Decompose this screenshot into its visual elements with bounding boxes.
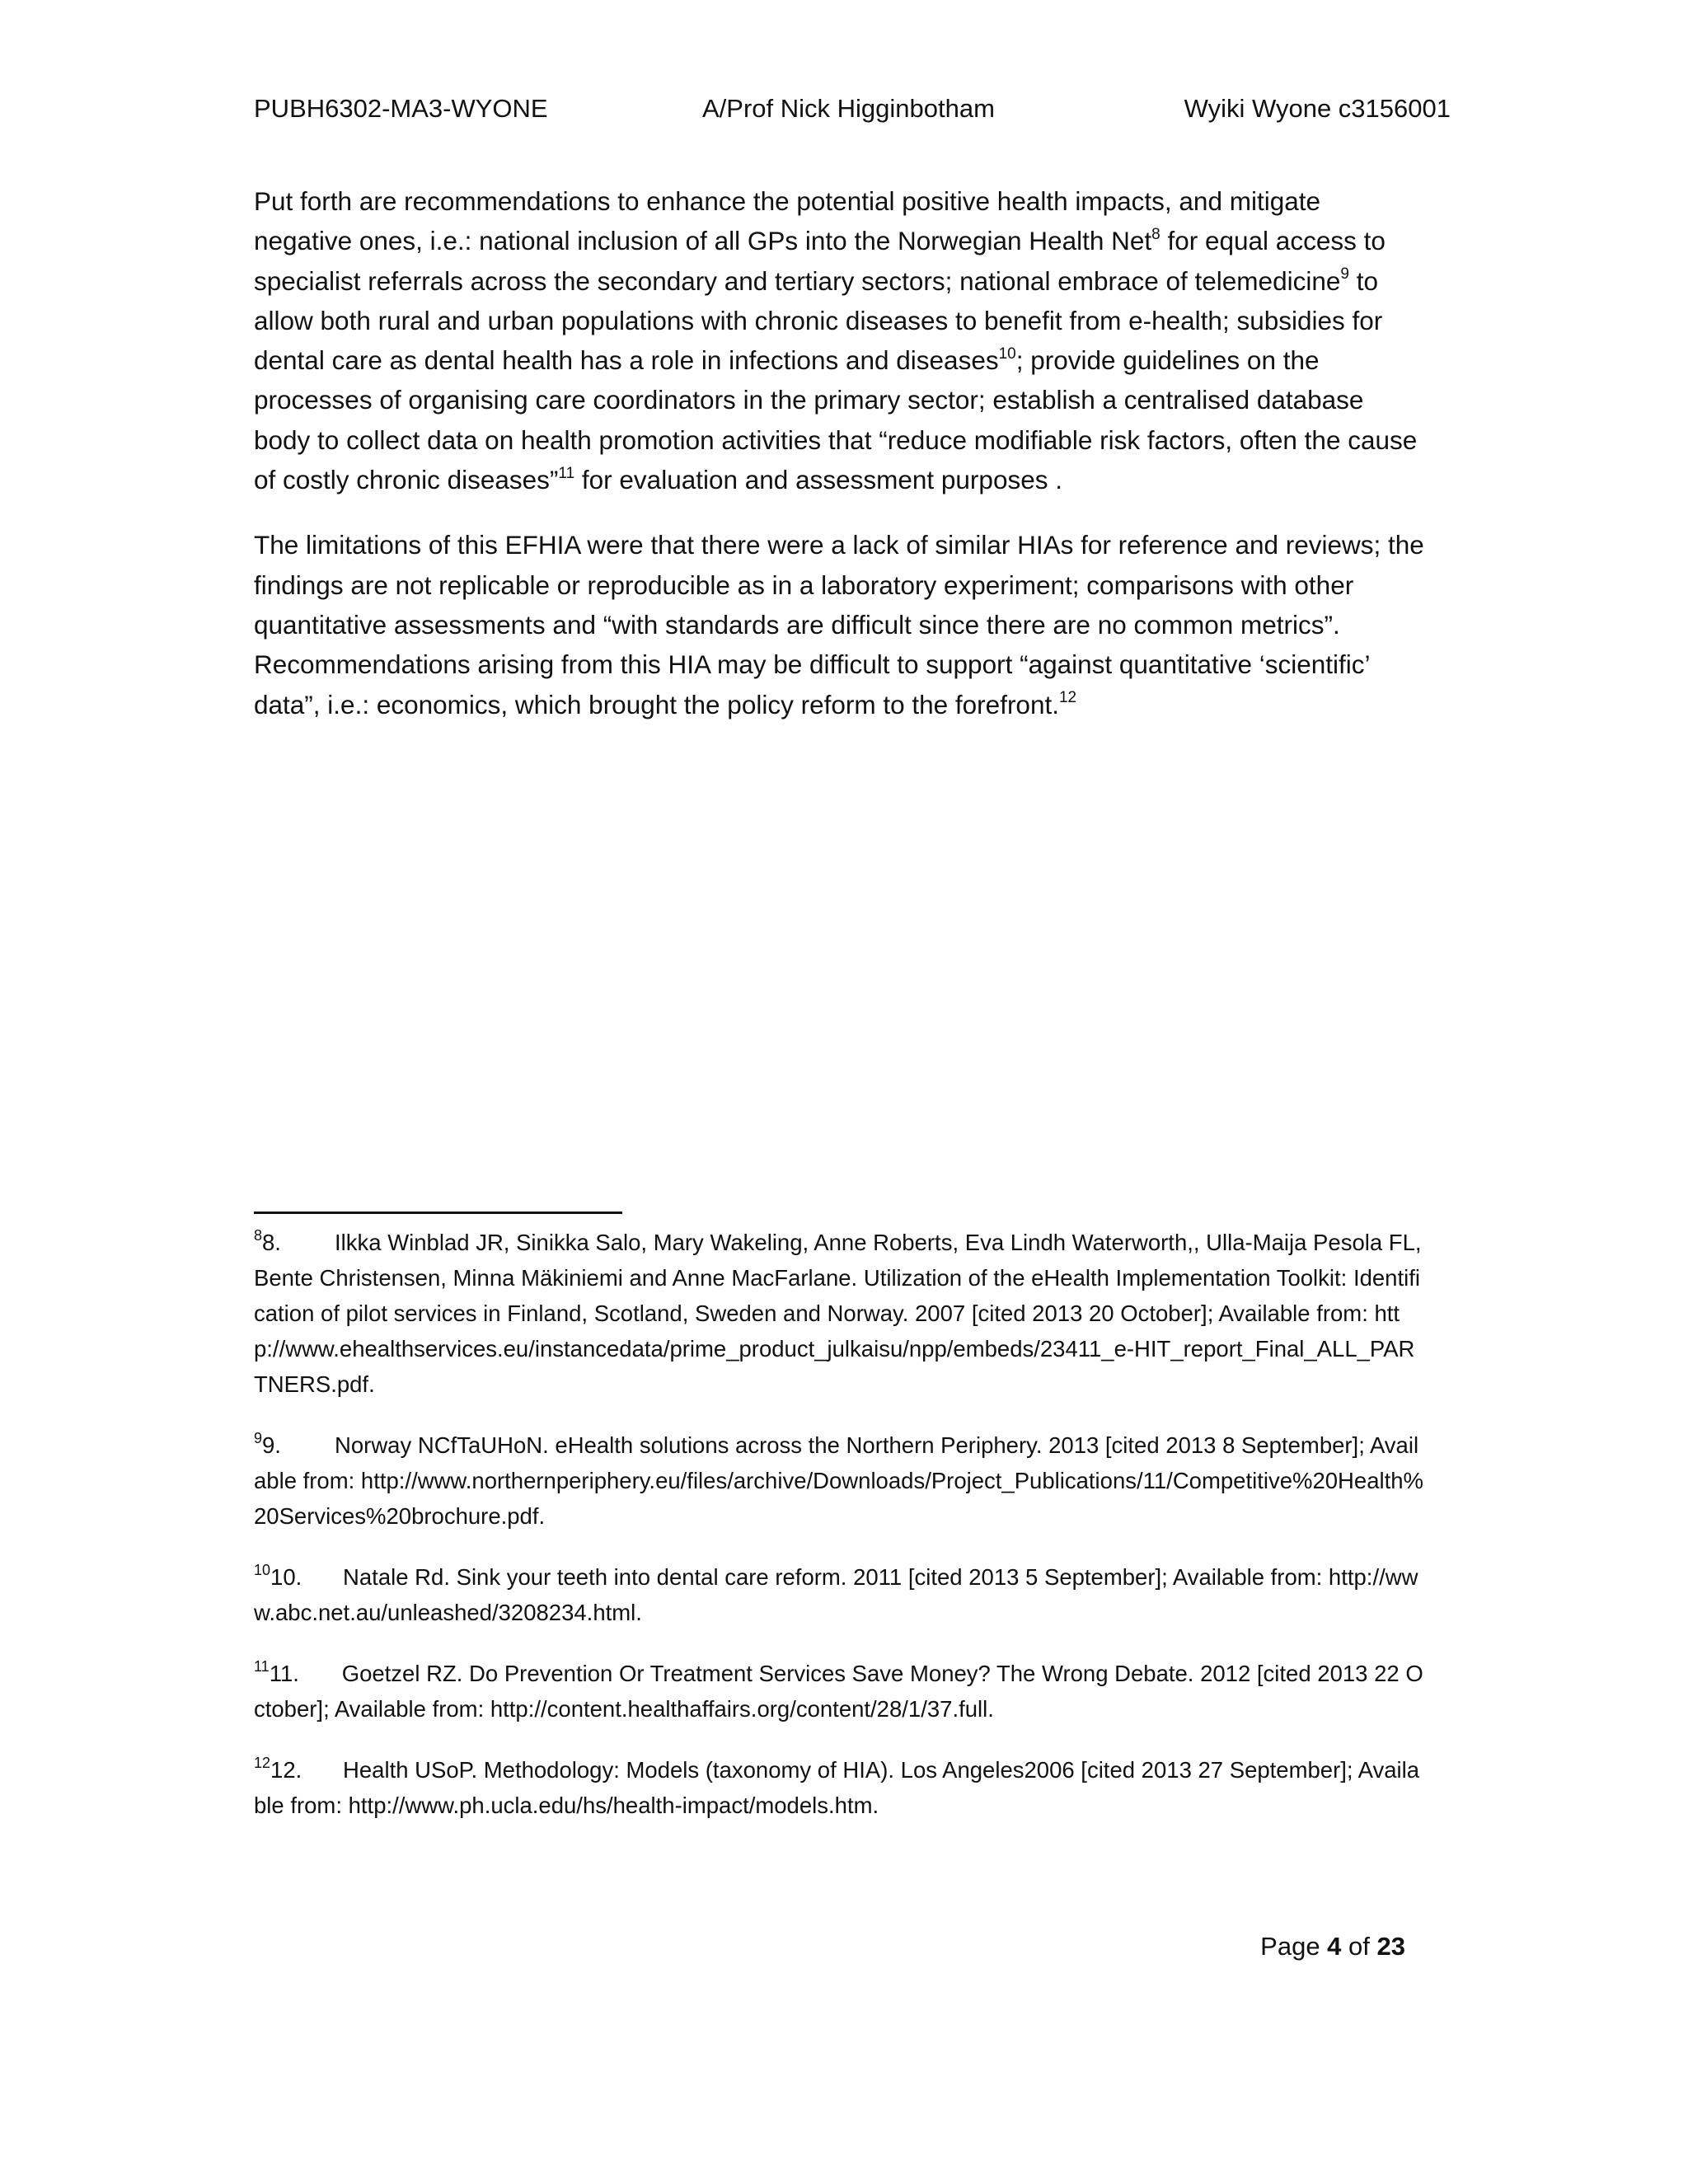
footnote-label: 11. <box>269 1661 299 1686</box>
footnote-reference[interactable]: 9 <box>1340 265 1349 284</box>
footnote-mark: 9 <box>254 1429 263 1446</box>
footnote-label: 10. <box>270 1564 302 1590</box>
footnote <box>254 1752 1424 1823</box>
footnote-label: 9. <box>262 1432 281 1458</box>
page-header <box>254 89 1451 129</box>
page-total: 23 <box>1376 1932 1405 1961</box>
paragraph-text: to allow both rural and urban populations with chronic diseases to benefit from e-health; subsidies for dental care as dental health has a role in infections and diseases <box>254 265 1383 376</box>
paragraph-limitations <box>254 525 1424 724</box>
paragraph-text: for equal access to specialist referrals across the secondary and tertiary sectors; national embrace of telemedicine <box>254 226 1386 296</box>
footnote-mark: 10 <box>254 1561 271 1578</box>
footnote-reference[interactable]: 11 <box>558 464 575 482</box>
footnote-text: Health USoP. Methodology: Models (taxonomy of HIA). Los Angeles2006 [cited 2013 27 September]; Available from: http://www.ph.ucla.edu/hs/health-impact/models.htm. <box>254 1757 1420 1818</box>
paragraph-text: for evaluation and assessment purposes . <box>574 465 1062 495</box>
footnote <box>254 1427 1424 1534</box>
paragraph-recommendations <box>254 181 1424 499</box>
footnote-label: 12. <box>270 1757 302 1783</box>
paragraph-text: Put forth are recommendations to enhance the potential positive health impacts, and mitigate negative ones, i.e.: national inclusion of all GPs into the Norwegian Health Net <box>254 186 1321 256</box>
page-number <box>1260 1927 1405 1966</box>
footnote-separator <box>254 1212 622 1214</box>
footnote-text: Natale Rd. Sink your teeth into dental care reform. 2011 [cited 2013 5 September]; Available from: http://www.abc.net.au/unleashed/3208234.html. <box>254 1564 1418 1625</box>
header-lecturer: A/Prof Nick Higginbotham <box>702 94 995 123</box>
paragraph-text: ; provide guidelines on the processes of organising care coordinators in the primary sector; establish a centralised database body to collect data on health promotion activities that “reduce modifiable risk factors, often the cause of costly chronic diseases” <box>254 345 1418 495</box>
footnotes <box>254 1225 1424 1849</box>
header-course-code: PUBH6302-MA3-WYONE <box>254 94 548 123</box>
footnote-mark: 11 <box>254 1657 270 1675</box>
footnote-text: Ilkka Winblad JR, Sinikka Salo, Mary Wakeling, Anne Roberts, Eva Lindh Waterworth,, Ulla-Maija Pesola FL, Bente Christensen, Minna Mäkiniemi and Anne MacFarlane. Utilization of the eHealth Implementation Toolkit: Identification of pilot services in Finland, Scotland, Sweden and Norway. 2007 [cited 2013 20 October]; Available from: http://www.ehealthservices.eu/instancedata/prime_product_julkaisu/npp/embeds/23411_e-HIT_report_Final_ALL_PARTNERS.pdf. <box>254 1230 1422 1397</box>
header-student: Wyiki Wyone c3156001 <box>1184 94 1451 123</box>
footnote-label: 8. <box>262 1230 281 1255</box>
footnote <box>254 1559 1424 1630</box>
page-word: Page <box>1260 1932 1328 1961</box>
page-current: 4 <box>1327 1932 1342 1961</box>
footnote <box>254 1225 1424 1402</box>
footnote <box>254 1656 1424 1727</box>
paragraph-text: The limitations of this EFHIA were that there were a lack of similar HIAs for reference and reviews; the findings are not replicable or reproducible as in a laboratory experiment; comparisons with other quantitative assessments and “with standards are difficult since there are no common metrics”. Recommendations arising from this HIA may be difficult to support “against quantitative ‘scientific’ data”, i.e.: economics, which brought the policy reform to the forefront. <box>254 530 1424 719</box>
footnote-mark: 12 <box>254 1754 271 1771</box>
footnote-reference[interactable]: 10 <box>998 344 1016 363</box>
body-text <box>254 181 1424 750</box>
footnote-reference[interactable]: 12 <box>1058 689 1077 707</box>
footnote-mark: 8 <box>254 1226 263 1244</box>
footnote-text: Norway NCfTaUHoN. eHealth solutions across the Northern Periphery. 2013 [cited 2013 8 September]; Available from: http://www.northernperiphery.eu/files/archive/Downloads/Project_Publications/11/Competitive%20Health%20Services%20brochure.pdf. <box>254 1432 1424 1529</box>
footnote-text: Goetzel RZ. Do Prevention Or Treatment Services Save Money? The Wrong Debate. 2012 [cited 2013 22 October]; Available from: http://content.healthaffairs.org/content/28/1/37.full. <box>254 1661 1423 1722</box>
of-word: of <box>1341 1932 1377 1961</box>
footnote-reference[interactable]: 8 <box>1151 225 1160 243</box>
